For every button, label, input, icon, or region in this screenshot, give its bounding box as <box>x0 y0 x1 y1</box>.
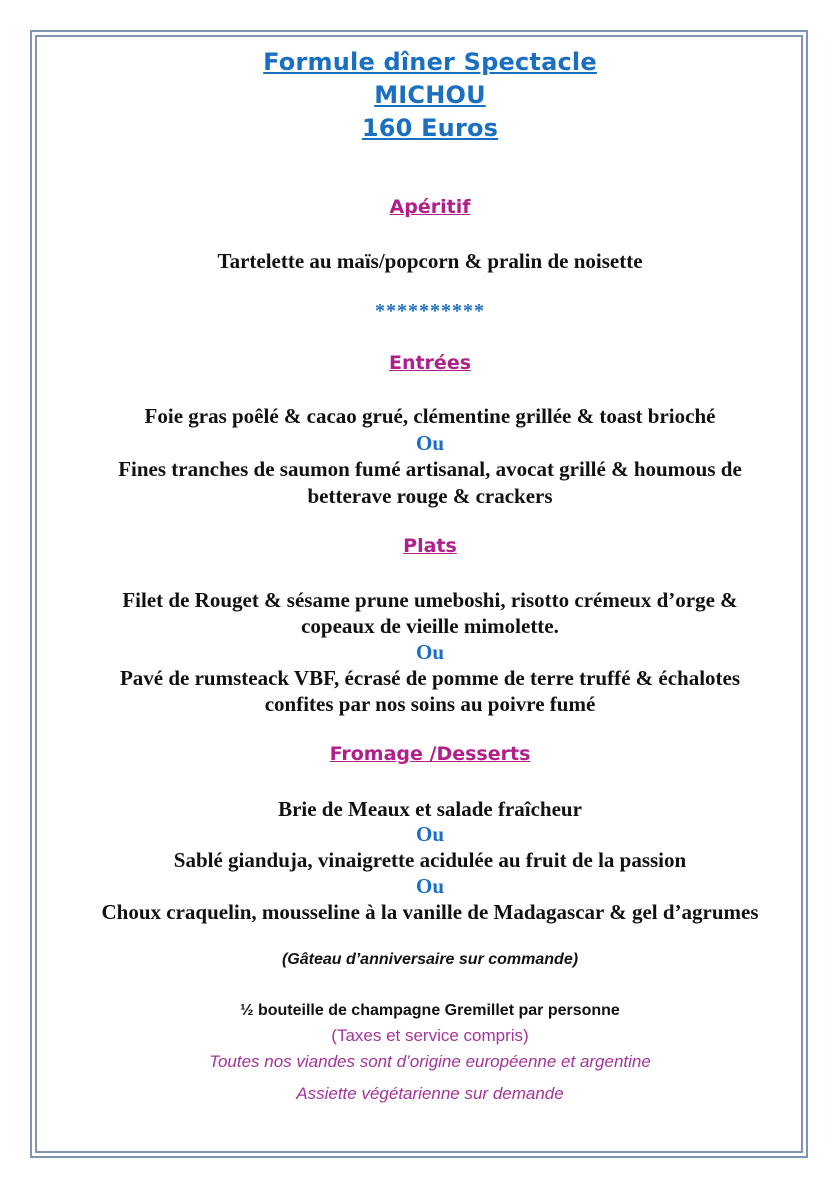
dessert-or-2: Ou <box>415 874 444 898</box>
entree-option-2-line-2: betterave rouge & crackers <box>307 484 553 508</box>
plat-option-2-line-2: confites par nos soins au poivre fumé <box>264 692 596 716</box>
entree-option-2-line-1: Fines tranches de saumon fumé artisanal, avocat grillé & houmous de <box>118 457 742 481</box>
vegetarian-note: Assiette végétarienne sur demande <box>296 1084 564 1103</box>
plat-option-1-line-2: copeaux de vieille mimolette. <box>301 614 559 638</box>
section-heading-desserts: Fromage /Desserts <box>329 743 531 765</box>
plat-option-1-line-1: Filet de Rouget & sésame prune umeboshi, risotto crémeux d’orge & <box>122 588 738 612</box>
dessert-option-3: Choux craquelin, mousseline à la vanille de Madagascar & gel d’agrumes <box>101 900 759 924</box>
section-heading-plats: Plats <box>403 535 457 557</box>
plat-or: Ou <box>415 640 444 664</box>
dessert-or-1: Ou <box>415 822 444 846</box>
dessert-option-1: Brie de Meaux et salade fraîcheur <box>278 797 582 821</box>
section-heading-aperitif: Apéritif <box>389 196 471 218</box>
plat-option-2-line-1: Pavé de rumsteack VBF, écrasé de pomme de terre truffé & échalotes <box>119 666 741 690</box>
taxes-note: (Taxes et service compris) <box>331 1026 529 1045</box>
venue-name: MICHOU <box>374 81 486 109</box>
menu-title: Formule dîner Spectacle <box>263 48 597 76</box>
meat-origin-note: Toutes nos viandes sont d’origine européenne et argentine <box>209 1052 651 1071</box>
birthday-cake-note: (Gâteau d’anniversaire sur commande) <box>281 951 579 968</box>
dessert-option-2: Sablé gianduja, vinaigrette acidulée au fruit de la passion <box>173 848 687 872</box>
menu-price: 160 Euros <box>361 114 499 142</box>
section-separator: ********** <box>375 300 485 322</box>
entree-or: Ou <box>415 431 444 455</box>
aperitif-item: Tartelette au maïs/popcorn & pralin de noisette <box>217 249 643 273</box>
champagne-note: ½ bouteille de champagne Gremillet par personne <box>240 1002 620 1019</box>
section-heading-entrees: Entrées <box>388 352 472 374</box>
entree-option-1: Foie gras poêlé & cacao grué, clémentine grillée & toast brioché <box>144 404 716 428</box>
